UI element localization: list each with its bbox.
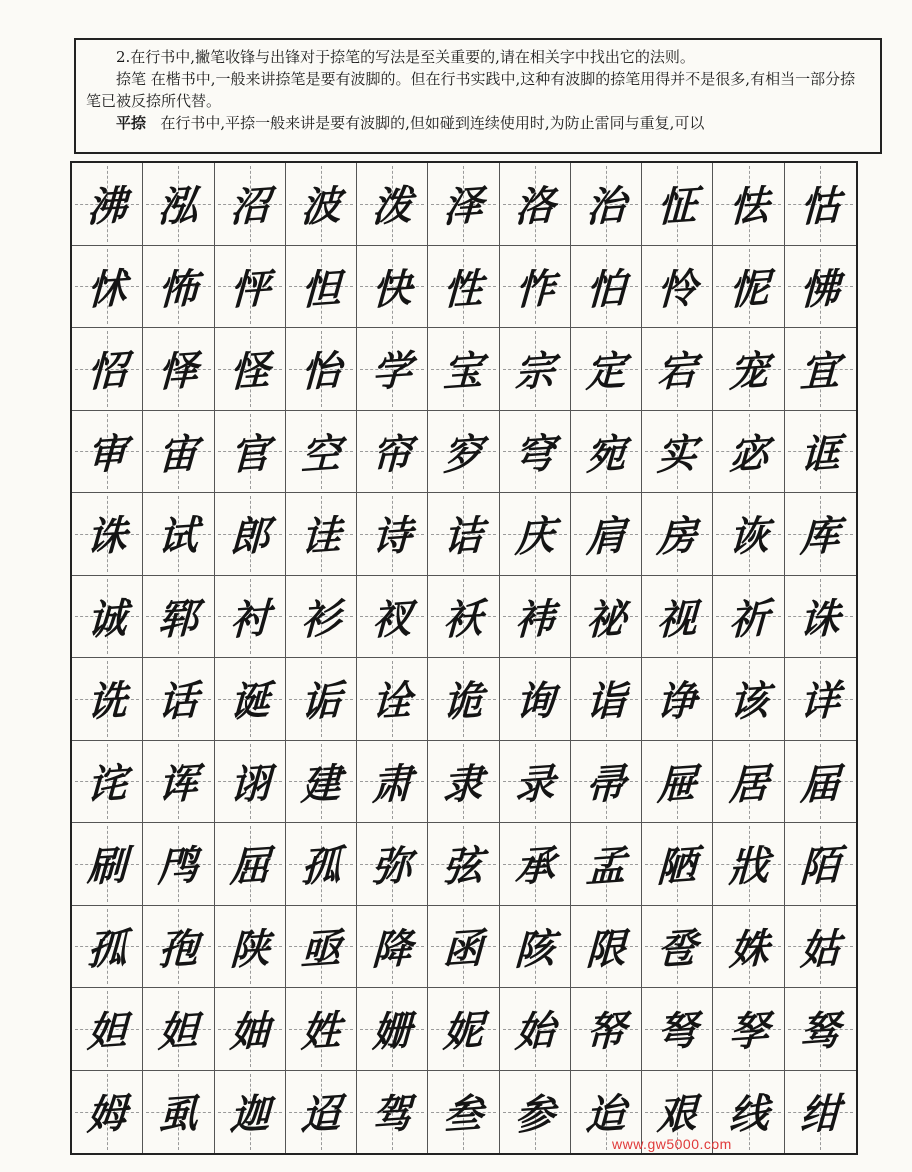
site-watermark: www.gw5000.com xyxy=(612,1136,732,1152)
grid-cell xyxy=(428,823,499,906)
calligraphy-character: 弦 xyxy=(442,841,485,892)
grid-cell xyxy=(428,411,499,494)
calligraphy-character: 空 xyxy=(300,429,342,480)
grid-cell xyxy=(286,576,357,659)
calligraphy-character: 视 xyxy=(656,594,698,645)
grid-cell xyxy=(428,576,499,659)
calligraphy-character: 建 xyxy=(300,759,342,810)
grid-cell xyxy=(500,246,571,329)
grid-cell xyxy=(428,988,499,1071)
calligraphy-character: 怯 xyxy=(727,181,770,232)
grid-cell xyxy=(286,658,357,741)
calligraphy-character: 参 xyxy=(513,1089,556,1140)
grid-cell xyxy=(785,988,856,1071)
calligraphy-character: 肃 xyxy=(371,759,413,810)
calligraphy-character: 沸 xyxy=(86,181,128,232)
calligraphy-character: 泽 xyxy=(442,181,485,232)
calligraphy-character: 诙 xyxy=(727,511,770,562)
grid-cell xyxy=(143,658,214,741)
grid-cell xyxy=(713,328,784,411)
grid-cell xyxy=(357,906,428,989)
grid-cell xyxy=(500,1071,571,1154)
calligraphy-character: 审 xyxy=(86,429,128,480)
calligraphy-character: 怿 xyxy=(157,346,200,397)
calligraphy-character: 迦 xyxy=(228,1089,271,1140)
grid-cell xyxy=(571,988,642,1071)
calligraphy-character: 祈 xyxy=(727,594,770,645)
calligraphy-character: 始 xyxy=(513,1006,556,1057)
grid-cell xyxy=(571,493,642,576)
calligraphy-character: 怔 xyxy=(656,181,698,232)
grid-cell xyxy=(642,493,713,576)
grid-cell xyxy=(143,906,214,989)
calligraphy-character: 房 xyxy=(656,511,698,562)
grid-cell xyxy=(357,246,428,329)
calligraphy-character: 怩 xyxy=(727,264,770,315)
grid-cell xyxy=(357,163,428,246)
calligraphy-character: 屉 xyxy=(656,759,698,810)
calligraphy-character: 姗 xyxy=(371,1006,413,1057)
grid-cell xyxy=(713,658,784,741)
calligraphy-character: 姆 xyxy=(86,1089,128,1140)
grid-cell xyxy=(143,411,214,494)
grid-cell xyxy=(713,576,784,659)
grid-cell xyxy=(357,1071,428,1154)
calligraphy-character: 弥 xyxy=(371,841,413,892)
calligraphy-character: 郓 xyxy=(157,594,200,645)
grid-cell xyxy=(72,823,143,906)
grid-cell xyxy=(642,988,713,1071)
grid-cell xyxy=(357,823,428,906)
grid-cell xyxy=(571,163,642,246)
calligraphy-character: 该 xyxy=(727,676,770,727)
calligraphy-character: 承 xyxy=(513,841,556,892)
para-pingna xyxy=(86,112,870,134)
calligraphy-character: 诘 xyxy=(442,511,485,562)
calligraphy-character: 怜 xyxy=(656,264,698,315)
calligraphy-character: 怕 xyxy=(585,264,627,315)
grid-cell xyxy=(713,988,784,1071)
calligraphy-character: 怊 xyxy=(86,346,128,397)
calligraphy-character: 波 xyxy=(300,181,342,232)
grid-cell xyxy=(72,988,143,1071)
grid-cell xyxy=(286,1071,357,1154)
grid-cell xyxy=(72,493,143,576)
grid-cell xyxy=(215,658,286,741)
calligraphy-character: 宠 xyxy=(727,346,770,397)
calligraphy-character: 迨 xyxy=(585,1089,627,1140)
grid-cell xyxy=(785,246,856,329)
calligraphy-character: 袄 xyxy=(442,594,485,645)
calligraphy-character: 陕 xyxy=(228,924,271,975)
grid-cell xyxy=(642,328,713,411)
grid-cell xyxy=(785,823,856,906)
grid-cell xyxy=(72,1071,143,1154)
grid-cell xyxy=(785,328,856,411)
grid-cell xyxy=(215,493,286,576)
grid-cell xyxy=(642,163,713,246)
grid-cell xyxy=(500,493,571,576)
calligraphy-character: 性 xyxy=(442,264,485,315)
grid-cell xyxy=(500,411,571,494)
calligraphy-character: 孥 xyxy=(727,1006,770,1057)
grid-cell xyxy=(143,1071,214,1154)
calligraphy-character: 艰 xyxy=(656,1089,698,1140)
para-pingna-label: 平捺 xyxy=(116,114,147,132)
calligraphy-character: 线 xyxy=(727,1089,770,1140)
calligraphy-character: 肩 xyxy=(585,511,627,562)
calligraphy-character: 详 xyxy=(799,676,842,727)
calligraphy-character: 居 xyxy=(727,759,770,810)
calligraphy-character: 宙 xyxy=(157,429,200,480)
calligraphy-character: 陌 xyxy=(799,841,842,892)
grid-cell xyxy=(785,411,856,494)
calligraphy-character: 陋 xyxy=(656,841,698,892)
calligraphy-character: 帚 xyxy=(585,759,627,810)
grid-cell xyxy=(143,246,214,329)
grid-cell xyxy=(72,658,143,741)
grid-cell xyxy=(713,163,784,246)
calligraphy-character: 姓 xyxy=(300,1006,342,1057)
para-pingna-text: 在行书中,平捺一般来讲是要有波脚的,但如碰到连续使用时,为防止雷同与重复,可以 xyxy=(160,114,705,132)
grid-cell xyxy=(571,411,642,494)
instruction-box xyxy=(74,38,882,154)
grid-cell xyxy=(713,823,784,906)
grid-cell xyxy=(642,906,713,989)
instruction-text: 2.在行书中,撇笔收锋与出锋对于捺笔的写法是至关重要的,请在相关字中找出它的法则。 xyxy=(116,48,695,66)
grid-cell xyxy=(571,906,642,989)
grid-cell xyxy=(642,246,713,329)
calligraphy-character: 怵 xyxy=(86,264,128,315)
grid-cell xyxy=(286,328,357,411)
calligraphy-character: 诡 xyxy=(442,676,485,727)
calligraphy-character: 库 xyxy=(799,511,842,562)
calligraphy-character: 驽 xyxy=(799,1006,842,1057)
grid-cell xyxy=(428,328,499,411)
calligraphy-character: 穸 xyxy=(442,429,485,480)
calligraphy-character: 诩 xyxy=(228,759,271,810)
grid-cell xyxy=(500,906,571,989)
grid-cell xyxy=(713,741,784,824)
grid-cell xyxy=(143,576,214,659)
calligraphy-character: 宝 xyxy=(442,346,485,397)
grid-cell xyxy=(500,741,571,824)
calligraphy-character: 郎 xyxy=(228,511,271,562)
grid-cell xyxy=(642,411,713,494)
calligraphy-character: 帘 xyxy=(371,429,413,480)
grid-cell xyxy=(428,658,499,741)
calligraphy-character: 快 xyxy=(371,264,413,315)
calligraphy-character: 官 xyxy=(228,429,271,480)
calligraphy-character: 怖 xyxy=(157,264,200,315)
grid-cell xyxy=(500,823,571,906)
calligraphy-character: 怛 xyxy=(300,264,342,315)
grid-cell xyxy=(72,163,143,246)
calligraphy-character: 怙 xyxy=(799,181,842,232)
grid-cell xyxy=(642,741,713,824)
calligraphy-character: 孟 xyxy=(585,841,627,892)
grid-cell xyxy=(286,493,357,576)
calligraphy-character: 怡 xyxy=(300,346,342,397)
grid-cell xyxy=(286,163,357,246)
grid-cell xyxy=(72,576,143,659)
calligraphy-character: 庆 xyxy=(513,511,556,562)
calligraphy-character: 亟 xyxy=(300,924,342,975)
calligraphy-character: 泼 xyxy=(371,181,413,232)
calligraphy-character: 衬 xyxy=(228,594,271,645)
calligraphy-character: 诟 xyxy=(300,676,342,727)
grid-cell xyxy=(642,823,713,906)
calligraphy-character: 隶 xyxy=(442,759,485,810)
grid-cell xyxy=(215,411,286,494)
calligraphy-character: 话 xyxy=(157,676,200,727)
grid-cell xyxy=(215,163,286,246)
calligraphy-character: 叁 xyxy=(442,1089,485,1140)
grid-cell xyxy=(357,493,428,576)
grid-cell xyxy=(286,823,357,906)
calligraphy-character: 刷 xyxy=(86,841,128,892)
calligraphy-character: 诛 xyxy=(799,594,842,645)
calligraphy-character: 诧 xyxy=(86,759,128,810)
calligraphy-character: 诗 xyxy=(371,511,413,562)
calligraphy-character: 函 xyxy=(442,924,485,975)
grid-cell xyxy=(785,906,856,989)
grid-cell xyxy=(428,246,499,329)
grid-cell xyxy=(571,658,642,741)
calligraphy-character: 孤 xyxy=(300,841,342,892)
character-grid xyxy=(70,161,858,1155)
grid-cell xyxy=(428,163,499,246)
grid-cell xyxy=(642,576,713,659)
calligraphy-character: 治 xyxy=(585,181,627,232)
calligraphy-character: 诣 xyxy=(585,676,627,727)
calligraphy-character: 衫 xyxy=(300,594,342,645)
grid-cell xyxy=(500,576,571,659)
grid-cell xyxy=(642,658,713,741)
grid-cell xyxy=(286,988,357,1071)
calligraphy-character: 弩 xyxy=(656,1006,698,1057)
calligraphy-character: 诜 xyxy=(86,676,128,727)
grid-cell xyxy=(713,493,784,576)
grid-cell xyxy=(357,658,428,741)
calligraphy-character: 宜 xyxy=(799,346,842,397)
calligraphy-character: 诤 xyxy=(656,676,698,727)
grid-cell xyxy=(713,411,784,494)
grid-cell xyxy=(143,328,214,411)
grid-cell xyxy=(428,741,499,824)
grid-cell xyxy=(785,493,856,576)
calligraphy-character: 陔 xyxy=(513,924,556,975)
calligraphy-character: 宓 xyxy=(727,429,770,480)
calligraphy-character: 定 xyxy=(585,346,627,397)
calligraphy-character: 迢 xyxy=(300,1089,342,1140)
grid-cell xyxy=(785,1071,856,1154)
calligraphy-character: 驾 xyxy=(371,1089,413,1140)
grid-cell xyxy=(143,823,214,906)
grid-cell xyxy=(500,658,571,741)
calligraphy-character: 诖 xyxy=(300,511,342,562)
calligraphy-character: 祕 xyxy=(585,594,627,645)
grid-cell xyxy=(571,741,642,824)
grid-cell xyxy=(713,906,784,989)
grid-cell xyxy=(428,493,499,576)
calligraphy-character: 妮 xyxy=(442,1006,485,1057)
grid-cell xyxy=(713,246,784,329)
grid-cell xyxy=(428,1071,499,1154)
grid-cell xyxy=(571,576,642,659)
grid-cell xyxy=(286,741,357,824)
calligraphy-character: 泓 xyxy=(157,181,200,232)
calligraphy-character: 诓 xyxy=(799,429,842,480)
calligraphy-character: 鸤 xyxy=(157,841,200,892)
calligraphy-character: 询 xyxy=(513,676,556,727)
calligraphy-character: 绀 xyxy=(799,1089,842,1140)
calligraphy-character: 帑 xyxy=(585,1006,627,1057)
grid-cell xyxy=(571,823,642,906)
calligraphy-character: 怦 xyxy=(228,264,271,315)
calligraphy-character: 妯 xyxy=(228,1006,271,1057)
grid-cell xyxy=(286,246,357,329)
grid-cell xyxy=(215,741,286,824)
grid-cell xyxy=(143,741,214,824)
calligraphy-character: 诠 xyxy=(371,676,413,727)
grid-cell xyxy=(143,988,214,1071)
grid-cell xyxy=(143,493,214,576)
para-nabi: 捺笔 在楷书中,一般来讲捺笔是要有波脚的。但在行书实践中,这种有波脚的捺笔用得并不是很多,有相当一部分捺笔已被反捺所代替。 xyxy=(86,70,856,110)
grid-cell xyxy=(428,906,499,989)
calligraphy-character: 宗 xyxy=(513,346,556,397)
calligraphy-character: 录 xyxy=(513,759,556,810)
calligraphy-character: 戕 xyxy=(727,841,770,892)
calligraphy-character: 届 xyxy=(799,759,842,810)
calligraphy-character: 屈 xyxy=(228,841,271,892)
calligraphy-character: 衩 xyxy=(371,594,413,645)
grid-cell xyxy=(500,988,571,1071)
calligraphy-character: 诚 xyxy=(86,594,128,645)
calligraphy-character: 穹 xyxy=(513,429,556,480)
grid-cell xyxy=(215,823,286,906)
grid-cell xyxy=(357,741,428,824)
grid-cell xyxy=(72,906,143,989)
calligraphy-character: 实 xyxy=(656,429,698,480)
calligraphy-character: 姝 xyxy=(727,924,770,975)
grid-cell xyxy=(500,328,571,411)
calligraphy-character: 妲 xyxy=(86,1006,128,1057)
grid-cell xyxy=(215,576,286,659)
calligraphy-character: 学 xyxy=(371,346,413,397)
grid-cell xyxy=(357,411,428,494)
calligraphy-character: 姑 xyxy=(799,924,842,975)
grid-cell xyxy=(72,741,143,824)
grid-cell xyxy=(357,988,428,1071)
calligraphy-character: 怪 xyxy=(228,346,271,397)
grid-cell xyxy=(785,658,856,741)
calligraphy-character: 孢 xyxy=(157,924,200,975)
grid-cell xyxy=(571,328,642,411)
calligraphy-character: 诞 xyxy=(228,676,271,727)
grid-cell xyxy=(215,246,286,329)
grid-cell xyxy=(785,741,856,824)
calligraphy-character: 沼 xyxy=(228,181,271,232)
grid-cell xyxy=(357,328,428,411)
grid-cell xyxy=(72,246,143,329)
calligraphy-character: 降 xyxy=(371,924,413,975)
grid-cell xyxy=(215,906,286,989)
grid-cell xyxy=(72,411,143,494)
grid-cell xyxy=(500,163,571,246)
grid-cell xyxy=(785,576,856,659)
calligraphy-character: 孤 xyxy=(86,924,128,975)
calligraphy-character: 袆 xyxy=(513,594,556,645)
calligraphy-character: 试 xyxy=(157,511,200,562)
grid-cell xyxy=(215,1071,286,1154)
grid-cell xyxy=(143,163,214,246)
calligraphy-character: 诨 xyxy=(157,759,200,810)
calligraphy-character: 卺 xyxy=(656,924,698,975)
calligraphy-character: 虱 xyxy=(157,1089,200,1140)
grid-cell xyxy=(215,328,286,411)
calligraphy-character: 限 xyxy=(585,924,627,975)
grid-cell xyxy=(357,576,428,659)
calligraphy-character: 妲 xyxy=(157,1006,200,1057)
grid-cell xyxy=(286,906,357,989)
calligraphy-character: 诛 xyxy=(86,511,128,562)
calligraphy-character: 怍 xyxy=(513,264,556,315)
calligraphy-character: 怫 xyxy=(799,264,842,315)
grid-cell xyxy=(571,246,642,329)
grid-cell xyxy=(72,328,143,411)
calligraphy-character: 宕 xyxy=(656,346,698,397)
calligraphy-character: 洛 xyxy=(513,181,556,232)
calligraphy-character: 宛 xyxy=(585,429,627,480)
grid-cell xyxy=(785,163,856,246)
grid-cell xyxy=(215,988,286,1071)
grid-cell xyxy=(286,411,357,494)
